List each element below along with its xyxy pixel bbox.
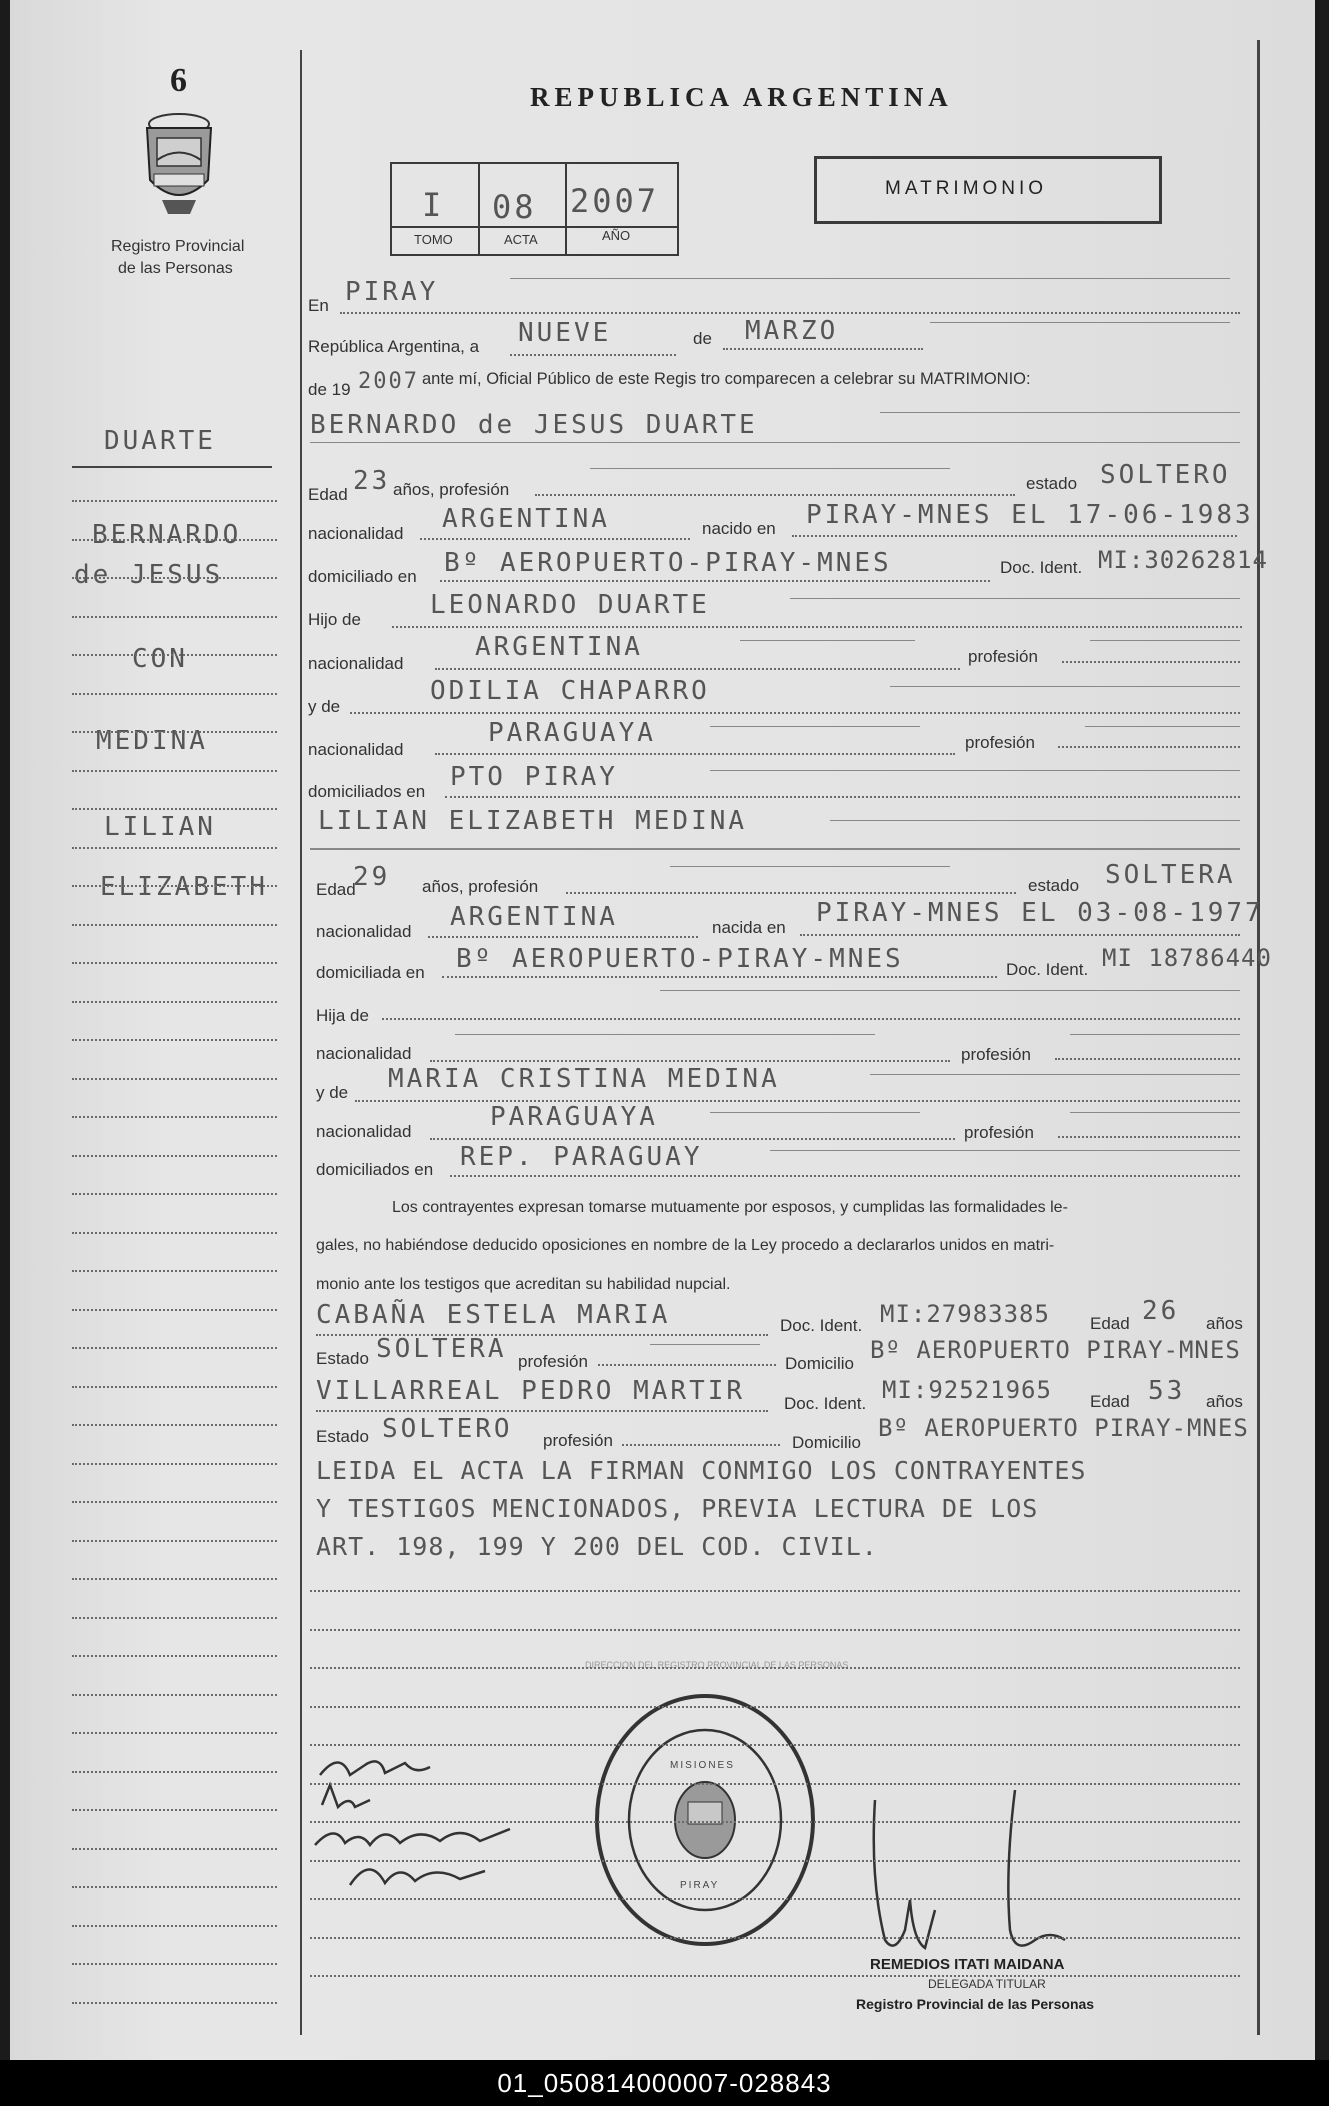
margin-rule-line [72,770,277,772]
margin-rule-line [72,1925,277,1927]
margin-rule-line [72,1771,277,1773]
margin-rule-line [72,808,277,810]
stamp-ring-text: DIRECCION DEL REGISTRO PROVINCIAL DE LAS PERSONAS [585,1660,849,1670]
groom-father-nac-label: nacionalidad [308,654,404,673]
margin-rule-line [72,1347,277,1349]
signature-scribbles [310,1745,550,1910]
registry-name-line1: Registro Provincial [111,238,245,255]
margin-rule-line [72,1501,277,1503]
official-signature [865,1790,1085,1960]
coat-of-arms-icon [142,110,216,220]
body-rule-line [310,1590,1240,1592]
margin-rule-line [72,1039,277,1041]
declaration-line3: monio ante los testigos que acreditan su habilidad nupcial. [316,1276,731,1293]
margin-rule-line [72,693,277,695]
witness1-doc: MI:27983385 [880,1300,1050,1328]
witness2-age: 53 [1148,1376,1186,1406]
acta-label: ACTA [504,232,538,247]
witness2-dom-label: Domicilio [792,1433,861,1452]
bride-domicilio: Bº AEROPUERTO-PIRAY-MNES [456,944,904,974]
stamp-bottom-text: PIRAY [680,1880,720,1891]
bride-nac-label: nacionalidad [316,922,412,941]
scan-id: 01_050814000007-028843 [497,2068,832,2098]
closing-line2: Y TESTIGOS MENCIONADOS, PREVIA LECTURA DE LOS [316,1494,1039,1523]
margin-rule-line [72,1655,277,1657]
right-rule [1257,40,1260,2035]
groom-father: LEONARDO DUARTE [430,590,710,620]
bride-parents-dom-label: domiciliados en [316,1160,434,1179]
body-rule-line [310,1937,1240,1939]
bride-age: 29 [353,862,391,892]
margin-rule-line [72,1386,277,1388]
groom-mother-nac: PARAGUAYA [488,718,656,748]
margin-rule-line [72,1270,277,1272]
registry-numbers-box [390,162,679,256]
act-type-label: MATRIMONIO [885,178,1048,199]
witness1-estado: SOLTERA [376,1334,507,1364]
en-label: En [308,296,329,315]
groom-parents-dom: PTO PIRAY [450,762,618,792]
witness2-estado: SOLTERO [382,1414,513,1444]
margin-note: ELIZABETH [100,872,268,902]
official-office: Registro Provincial de las Personas [856,1996,1095,2012]
groom-nacionalidad: ARGENTINA [442,504,610,534]
bride-parents-dom: REP. PARAGUAY [460,1142,703,1172]
acta-value: 08 [492,188,537,226]
ano-value: 2007 [570,182,660,220]
bride-estado: SOLTERA [1105,860,1236,890]
witness1-dom-label: Domicilio [785,1354,854,1373]
bride-estado-label: estado [1028,876,1080,895]
margin-rule-line [72,1848,277,1850]
groom-father-nac: ARGENTINA [475,632,643,662]
scan-footer [0,2060,1329,2106]
year-value: 2007 [358,369,419,394]
groom-doc: MI:30262814 [1098,546,1268,574]
republica-label: República Argentina, a [308,337,480,356]
closing-line3: ART. 198, 199 Y 200 DEL COD. CIVIL. [316,1532,878,1561]
groom-hijo-label: Hijo de [308,610,361,629]
margin-rule-line [72,1309,277,1311]
groom-mother: ODILIA CHAPARRO [430,676,710,706]
bride-mother-nac: PARAGUAYA [490,1102,658,1132]
margin-rule-line [72,885,277,887]
witness1-estado-label: Estado [316,1349,369,1368]
bride-anos-label: años, profesión [422,877,539,896]
margin-rule-line [72,1809,277,1811]
body-rule-line [310,1783,1240,1785]
de-label: de [693,329,712,348]
margin-rule-line [72,1578,277,1580]
bride-doc: MI 18786440 [1102,944,1272,972]
witness2-domicilio: Bº AEROPUERTO PIRAY-MNES [878,1414,1249,1442]
bride-dom-label: domiciliada en [316,963,425,982]
bride-nacionalidad: ARGENTINA [450,902,618,932]
margin-rule-line [72,962,277,964]
body-rule-line [310,1706,1240,1708]
margin-rule-line [72,1963,277,1965]
tomo-label: TOMO [414,232,453,247]
witness1-domicilio: Bº AEROPUERTO PIRAY-MNES [870,1336,1241,1364]
margin-rule-line [72,1424,277,1426]
margin-rule-line [72,1694,277,1696]
bride-hija-label: Hija de [316,1006,369,1025]
margin-rule-line [72,847,277,849]
bride-name: LILIAN ELIZABETH MEDINA [318,806,748,836]
body-rule-line [310,1629,1240,1631]
declaration-line1: Los contrayentes expresan tomarse mutuamente por esposos, y cumplidas las formalidades le- [392,1199,1068,1216]
groom-estado: SOLTERO [1100,460,1231,490]
registry-stamp [590,1690,820,1950]
bride-doc-label: Doc. Ident. [1006,960,1089,979]
ano-label: AÑO [602,228,631,243]
witness1-name: CABAÑA ESTELA MARIA [316,1300,671,1330]
groom-yde-label: y de [308,697,341,716]
margin-rule-line [72,2002,277,2004]
act-type-box [814,156,1162,224]
margin-rule-line [72,654,277,656]
bride-yde-label: y de [316,1083,349,1102]
witness1-age: 26 [1142,1296,1180,1326]
margin-rule-line [72,1232,277,1234]
groom-mother-prof-label: profesión [965,733,1035,752]
official-role: DELEGADA TITULAR [928,1977,1046,1991]
margin-notes-column [60,420,290,2020]
margin-rule-line [72,1732,277,1734]
margin-rule-line [72,577,277,579]
body-rule-line [310,1667,1240,1669]
groom-edad-label: Edad [308,485,348,504]
witness2-anos-label: años [1206,1392,1243,1411]
witness2-name: VILLARREAL PEDRO MARTIR [316,1376,746,1406]
bride-nacida: PIRAY-MNES EL 03-08-1977 [816,898,1264,928]
country-title: REPUBLICA ARGENTINA [530,82,953,112]
margin-rule-line [72,924,277,926]
stamp-inner-text: MISIONES [670,1760,735,1771]
witness2-edad-label: Edad [1090,1392,1130,1411]
month-value: MARZO [745,316,839,346]
margin-rule-line [72,1463,277,1465]
margin-rule-line [72,731,277,733]
groom-nacido-label: nacido en [702,519,776,538]
body-rule-line [310,1744,1240,1746]
margin-note: LILIAN [104,812,216,842]
groom-mother-nac-label: nacionalidad [308,740,404,759]
margin-rule-line [72,1155,277,1157]
margin-rule-line [72,1617,277,1619]
margin-rule [300,50,302,2035]
witness2-doc: MI:92521965 [882,1376,1052,1404]
witness1-doc-label: Doc. Ident. [780,1316,863,1335]
day-value: NUEVE [518,318,612,348]
body-rule-line [310,1975,1240,1977]
witness1-edad-label: Edad [1090,1314,1130,1333]
groom-anos-label: años, profesión [393,480,510,499]
witness2-estado-label: Estado [316,1427,369,1446]
margin-note: BERNARDO [92,520,242,550]
official-name: REMEDIOS ITATI MAIDANA [870,1956,1065,1973]
declaration-line2: gales, no habiéndose deducido oposiciones en nombre de la Ley procedo a declararlos unidos en matri- [316,1237,1055,1254]
margin-note: MEDINA [96,726,208,756]
groom-nacido: PIRAY-MNES EL 17-06-1983 [806,500,1254,530]
groom-estado-label: estado [1026,474,1078,493]
bride-nacida-label: nacida en [712,918,786,937]
groom-domicilio: Bº AEROPUERTO-PIRAY-MNES [444,548,892,578]
appearance-text: ante mí, Oficial Público de este Regis tro comparecen a celebrar su MATRIMONIO: [422,370,1031,388]
groom-nac-label: nacionalidad [308,524,404,543]
margin-rule-line [72,1193,277,1195]
bride-mother-prof-label: profesión [964,1123,1034,1142]
margin-rule-line [72,1886,277,1888]
body-rule-line [310,1860,1240,1862]
groom-father-prof-label: profesión [968,647,1038,666]
witness1-anos-label: años [1206,1314,1243,1333]
margin-rule-line [72,1001,277,1003]
margin-rule-line [72,616,277,618]
bride-mother-nac-label: nacionalidad [316,1122,412,1141]
margin-note: de JESUS [74,560,224,590]
margin-rule-line [72,1116,277,1118]
groom-name: BERNARDO de JESUS DUARTE [310,410,758,440]
groom-age: 23 [353,466,391,496]
margin-note: DUARTE [104,426,216,456]
margin-rule-line [72,500,277,502]
page-number: 6 [170,62,187,99]
registry-name-line2: de las Personas [118,260,233,277]
margin-rule-line [72,1540,277,1542]
groom-parents-dom-label: domiciliados en [308,782,426,801]
margin-rule-line [72,1078,277,1080]
witness2-prof-label: profesión [543,1431,613,1450]
margin-note: CON [132,644,188,674]
closing-line1: LEIDA EL ACTA LA FIRMAN CONMIGO LOS CONTRAYENTES [316,1456,1087,1485]
body-rule-line [310,1821,1240,1823]
bride-edad-label: Edad [316,880,356,899]
groom-doc-label: Doc. Ident. [1000,558,1083,577]
place-value: PIRAY [345,277,439,307]
bride-father-nac-label: nacionalidad [316,1044,412,1063]
witness1-prof-label: profesión [518,1352,588,1371]
witness2-doc-label: Doc. Ident. [784,1394,867,1413]
year-prefix: de 19 [308,380,351,399]
bride-mother: MARIA CRISTINA MEDINA [388,1064,780,1094]
tomo-value: I [422,186,445,224]
margin-rule-line [72,539,277,541]
body-rule-line [310,1898,1240,1900]
groom-dom-label: domiciliado en [308,567,417,586]
bride-father-prof-label: profesión [961,1045,1031,1064]
